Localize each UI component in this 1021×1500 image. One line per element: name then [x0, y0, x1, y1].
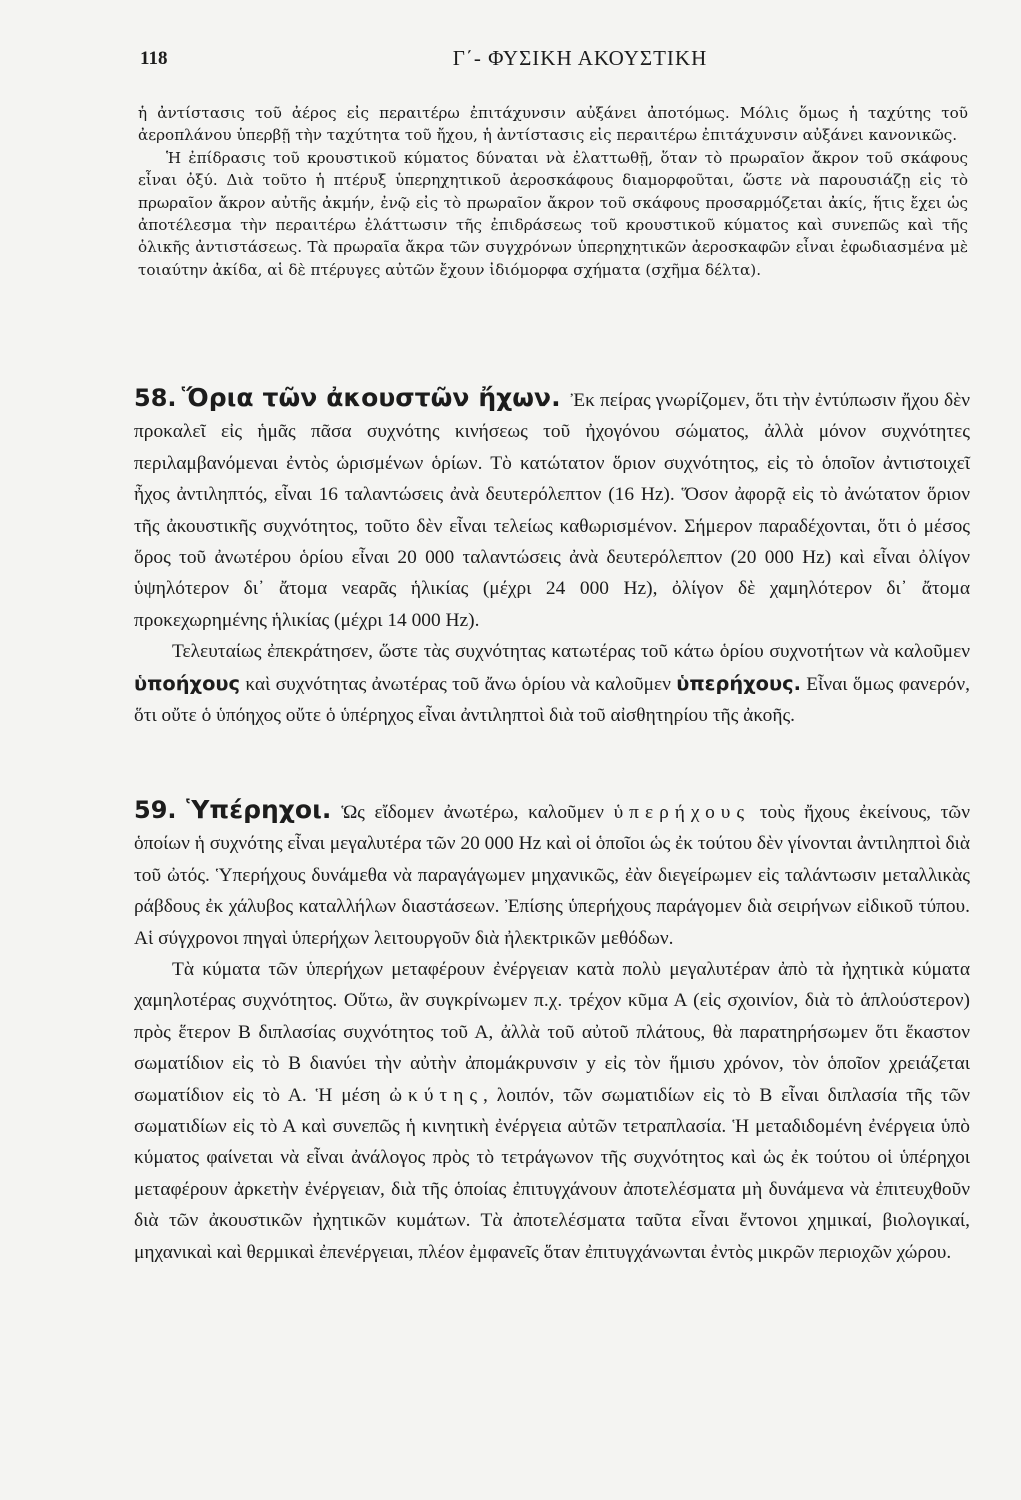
page-header [140, 44, 970, 84]
running-head: Γ΄- ΦΥΣΙΚΗ ΑΚΟΥΣΤΙΚΗ [452, 46, 708, 70]
term-speed-spaced: ὠκύτης [389, 1084, 484, 1106]
page-number: 118 [140, 48, 168, 69]
section-58-paragraph-1 [134, 382, 970, 636]
section-58-text-2a: Τελευταίως ἐπεκράτησεν, ὥστε τὰς συχνότητας κατωτέρας τοῦ κάτω ὁρίου συχνοτήτων νὰ καλοῦμεν [172, 641, 970, 663]
section-59-text-1a: Ὡς εἴδομεν ἀνωτέρω, καλοῦμεν [341, 802, 604, 823]
section-58 [134, 382, 970, 731]
section-59 [134, 794, 970, 1268]
term-ultrasound: ὑπερήχους. [676, 671, 801, 695]
section-58-number: 58. [134, 384, 177, 412]
term-ultrasounds-spaced: ὑπερήχους [613, 802, 751, 823]
section-59-number: 59. [134, 796, 177, 824]
intro-text [138, 102, 968, 281]
section-59-title: Ὑπέρηχοι. [186, 795, 332, 824]
section-58-title: Ὅρια τῶν ἀκουστῶν ἤχων. [181, 383, 561, 412]
section-59-text-2b: , λοιπόν, τῶν σωματιδίων εἰς τὸ Β εἶναι διπλασία τῆς τῶν σωματιδίων εἰς τὸ Α καὶ συνεπῶς ἡ κινητικὴ ἐνέργεια αὐτῶν τετραπλασία. Ἡ μεταδιδομένη ἐνέργεια ὑπὸ κύματος φαίνεται νὰ εἶναι ἀνάλογος πρὸς τὸ τετράγωνον τῆς συχνότητος καὶ ὡς ἐκ τούτου οἱ ὑπέρηχοι μεταφέρουν ἀρκετὴν ἐνέργειαν, διὰ τῆς ὁποίας ἐπιτυγχάνουν ἀποτελέσματα μὴ δυνάμενα νὰ ἐπιτευχθοῦν διὰ τῶν ἀκουστικῶν ἠχητικῶν κυμάτων. Τὰ ἀποτελέσματα ταῦτα εἶναι ἔντονοι χημικαί, βιολογικαί, μηχανικαὶ καὶ θερμικαὶ ἐπενέργειαι, πλέον ἐμφανεῖς ὅταν ἐπιτυγχάνωνται ἐντὸς μικρῶν περιοχῶν χώρου. [134, 1084, 970, 1263]
section-59-text-2a: Τὰ κύματα τῶν ὑπερήχων μεταφέρουν ἐνέργειαν κατὰ πολὺ μεγαλυτέραν ἀπὸ τὰ ἠχητικὰ κύματα χαμηλοτέρας συχνότητος. Οὕτω, ἂν συγκρίνωμεν π.χ. τρέχον κῦμα Α (εἰς σχοινίον, διὰ τὸ ἁπλούστερον) πρὸς ἕτερον Β διπλασίας συχνότητος τοῦ Α, ἀλλὰ τοῦ αὐτοῦ πλάτους, θὰ παρατηρήσωμεν ὅτι ἕκαστον σωματίδιον εἰς τὸ Β διανύει τὴν αὐτὴν ἀπομάκρυνσιν y εἰς τὸν ἥμισυ χρόνον, τὸν ὁποῖον χρειάζεται σωματίδιον εἰς τὸ Α. Ἡ μέση [134, 959, 970, 1106]
term-infrasound: ὑποήχους [134, 671, 240, 695]
section-59-paragraph-2 [134, 954, 970, 1268]
section-58-paragraph-2 [134, 636, 970, 731]
section-59-text-1b: τοὺς ἤχους ἐκείνους, τῶν ὁποίων ἡ συχνότης εἶναι μεγαλυτέρα τῶν 20 000 Hz καὶ οἱ ὁποῖοι ὡς ἐκ τούτου δὲν γίνονται ἀντιληπτοὶ διὰ τοῦ ὠτός. Ὑπερήχους δυνάμεθα νὰ παραγάγωμεν μηχανικῶς, ἐὰν διεγείρωμεν εἰς ταλάντωσιν μεταλλικὰς ράβδους ἐκ χάλυβος καταλλήλων διαστάσεων. Ἐπίσης ὑπερήχους παράγομεν διὰ σειρήνων εἰδικοῦ τύπου. Αἱ σύγχρονοι πηγαὶ ὑπερήχων λειτουργοῦν διὰ ἠλεκτρικῶν μεθόδων. [134, 802, 970, 949]
intro-paragraph-2: Ἡ ἐπίδρασις τοῦ κρουστικοῦ κύματος δύναται νὰ ἐλαττωθῇ, ὅταν τὸ πρωραῖον ἄκρον τοῦ σκάφους εἶναι ὀξύ. Διὰ τοῦτο ἡ πτέρυξ ὑπερηχητικοῦ ἀεροσκάφους διαμορφοῦται, ὥστε νὰ παρουσιάζῃ εἰς τὸ πρωραῖον ἄκρον αὐτῆς ἀκμήν, ἐνῷ εἰς τὸ πρωραῖον ἄκρον τοῦ σκάφους προσαρμόζεται ἀκίς, ἥτις ἔχει ὡς ἀποτέλεσμα τὴν περαιτέρω ἐλάττωσιν τῆς ἐπιδράσεως τοῦ κρουστικοῦ κύματος καὶ συνεπῶς καὶ τῆς ὁλικῆς ἀντιστάσεως. Τὰ πρωραῖα ἄκρα τῶν συγχρόνων ὑπερηχητικῶν ἀεροσκαφῶν εἶναι ἐφωδιασμένα μὲ τοιαύτην ἀκίδα, αἱ δὲ πτέρυγες αὐτῶν ἔχουν ἰδιόμορφα σχήματα (σχῆμα δέλτα). [138, 148, 968, 279]
section-58-text-2c: Εἶναι ὅμως φανερόν, ὅτι οὔτε ὁ ὑπόηχος οὔτε ὁ ὑπέρηχος εἶναι ἀντιληπτοὶ διὰ τοῦ αἰσθητηρίου τῆς ἀκοῆς. [134, 673, 970, 727]
intro-paragraph-1: ἡ ἀντίστασις τοῦ ἀέρος εἰς περαιτέρω ἐπιτάχυνσιν αὐξάνει ἀποτόμως. Μόλις ὅμως ἡ ταχύτης τοῦ ἀεροπλάνου ὑπερβῇ τὴν ταχύτητα τοῦ ἤχου, ἡ ἀντίστασις εἰς περαιτέρω ἐπιτάχυνσιν αὐξάνει κανονικῶς. [138, 104, 968, 145]
section-58-text-1: Ἐκ πείρας γνωρίζομεν, ὅτι τὴν ἐντύπωσιν ἤχου δὲν προκαλεῖ εἰς ἡμᾶς πᾶσα συχνότης κινήσεως τοῦ ἠχογόνου σώματος, ἀλλὰ μόνον συχνότητες περιλαμβανόμεναι ἐντὸς ὡρισμένων ὁρίων. Τὸ κατώτατον ὅριον συχνότητος, εἰς τὸ ὁποῖον ἀντιστοιχεῖ ἦχος ἀντιληπτός, εἶναι 16 ταλαντώσεις ἀνὰ δευτερόλεπτον (16 Hz). Ὅσον ἀφορᾷ εἰς τὸ ἀνώτατον ὅριον τῆς ἀκουστικῆς συχνότητος, τοῦτο δὲν εἶναι τελείως καθωρισμένον. Σήμερον παραδέχονται, ὅτι ὁ μέσος ὅρος τοῦ ἀνωτέρου ὁρίου εἶναι 20 000 ταλαντώσεις ἀνὰ δευτερόλεπτον (20 000 Hz) καὶ εἶναι ὀλίγον ὑψηλότερον δι᾽ ἄτομα νεαρᾶς ἡλικίας (μέχρι 24 000 Hz), ὀλίγον δὲ χαμηλότερον δι᾽ ἄτομα προκεχωρημένης ἡλικίας (μέχρι 14 000 Hz). [134, 390, 970, 631]
section-59-paragraph-1 [134, 794, 970, 954]
section-58-text-2b: καὶ συχνότητας ἀνωτέρας τοῦ ἄνω ὁρίου νὰ καλοῦμεν [245, 673, 671, 695]
